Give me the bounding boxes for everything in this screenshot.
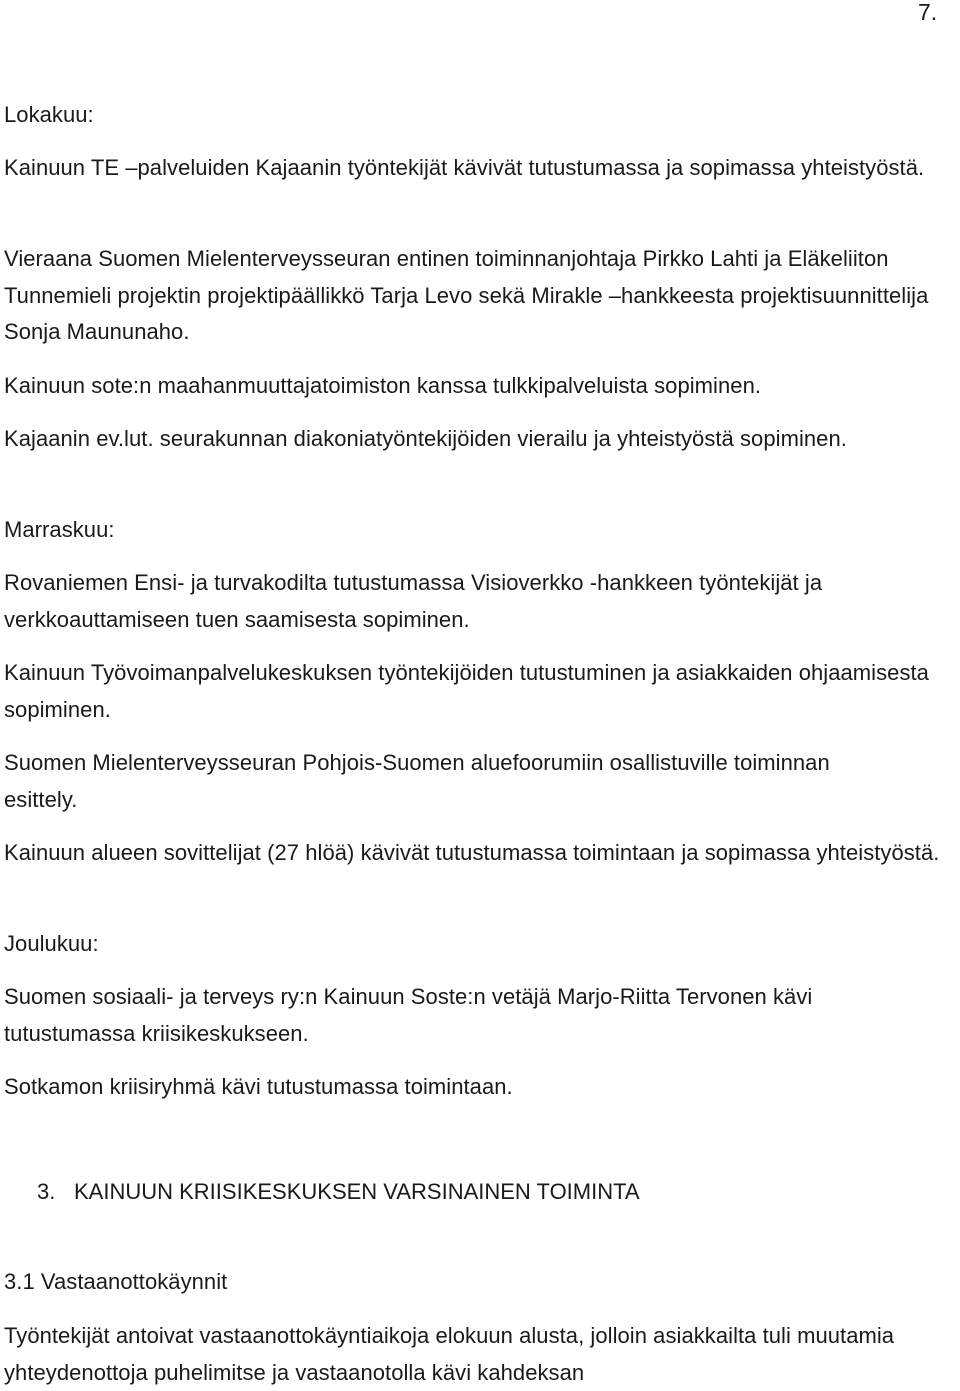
paragraph-mielenterveysseura: Suomen Mielenterveysseuran Pohjois-Suomen aluefoorumiin osallistuville toiminnan esittely. [4,750,830,812]
paragraph-te-palvelut: Kainuun TE –palveluiden Kajaanin työntekijät kävivät tutustumassa ja sopimassa yhteistyöstä. [4,155,925,180]
paragraph-tyovoiman: Kainuun Työvoimanpalvelukeskuksen työntekijöiden tutustuminen ja asiakkaiden ohjaamisesta sopiminen. [4,660,929,722]
month-heading-joulukuu: Joulukuu: [4,931,99,956]
month-heading-marraskuu: Marraskuu: [4,517,115,542]
paragraph-sotkamon: Sotkamon kriisiryhmä kävi tutustumassa toimintaan. [4,1074,513,1099]
paragraph-rovaniemen: Rovaniemen Ensi- ja turvakodilta tutustumassa Visioverkko -hankkeen työntekijät ja verkkoauttamiseen tuen saamisesta sopiminen. [4,570,823,632]
section-heading [37,1174,640,1210]
page-number: 7. [918,0,938,25]
paragraph-sote: Kainuun sote:n maahanmuuttajatoimiston kanssa tulkkipalveluista sopiminen. [4,373,762,398]
section-title: KAINUUN KRIISIKESKUKSEN VARSINAINEN TOIMINTA [74,1179,640,1204]
paragraph-vastaanotto: Työntekijät antoivat vastaanottokäyntiaikoja elokuun alusta, jolloin asiakkailta tuli muutamia yhteydenottoja puhelimitse ja vastaanotolla kävi kahdeksan [4,1323,895,1385]
section-number: 3. [37,1179,56,1204]
paragraph-sovittelijat: Kainuun alueen sovittelijat (27 hlöä) kävivät tutustumassa toimintaan ja sopimassa yhteistyöstä. [4,840,940,865]
month-heading-lokakuu: Lokakuu: [4,102,94,127]
paragraph-vieraana: Vieraana Suomen Mielenterveysseuran entinen toiminnanjohtaja Pirkko Lahti ja Eläkeliiton Tunnemieli projektin projektipäällikkö Tarja Levo sekä Mirakle –hankkeesta projektisuunnittelija Sonja Maununaho. [4,246,929,344]
paragraph-sosiaali: Suomen sosiaali- ja terveys ry:n Kainuun Soste:n vetäjä Marjo-Riitta Tervonen kävi tutustumassa kriisikeskukseen. [4,984,813,1046]
paragraph-kajaanin-evlut: Kajaanin ev.lut. seurakunnan diakoniatyöntekijöiden vierailu ja yhteistyöstä sopiminen. [4,426,847,451]
subsection-heading: 3.1 Vastaanottokäynnit [4,1269,228,1294]
